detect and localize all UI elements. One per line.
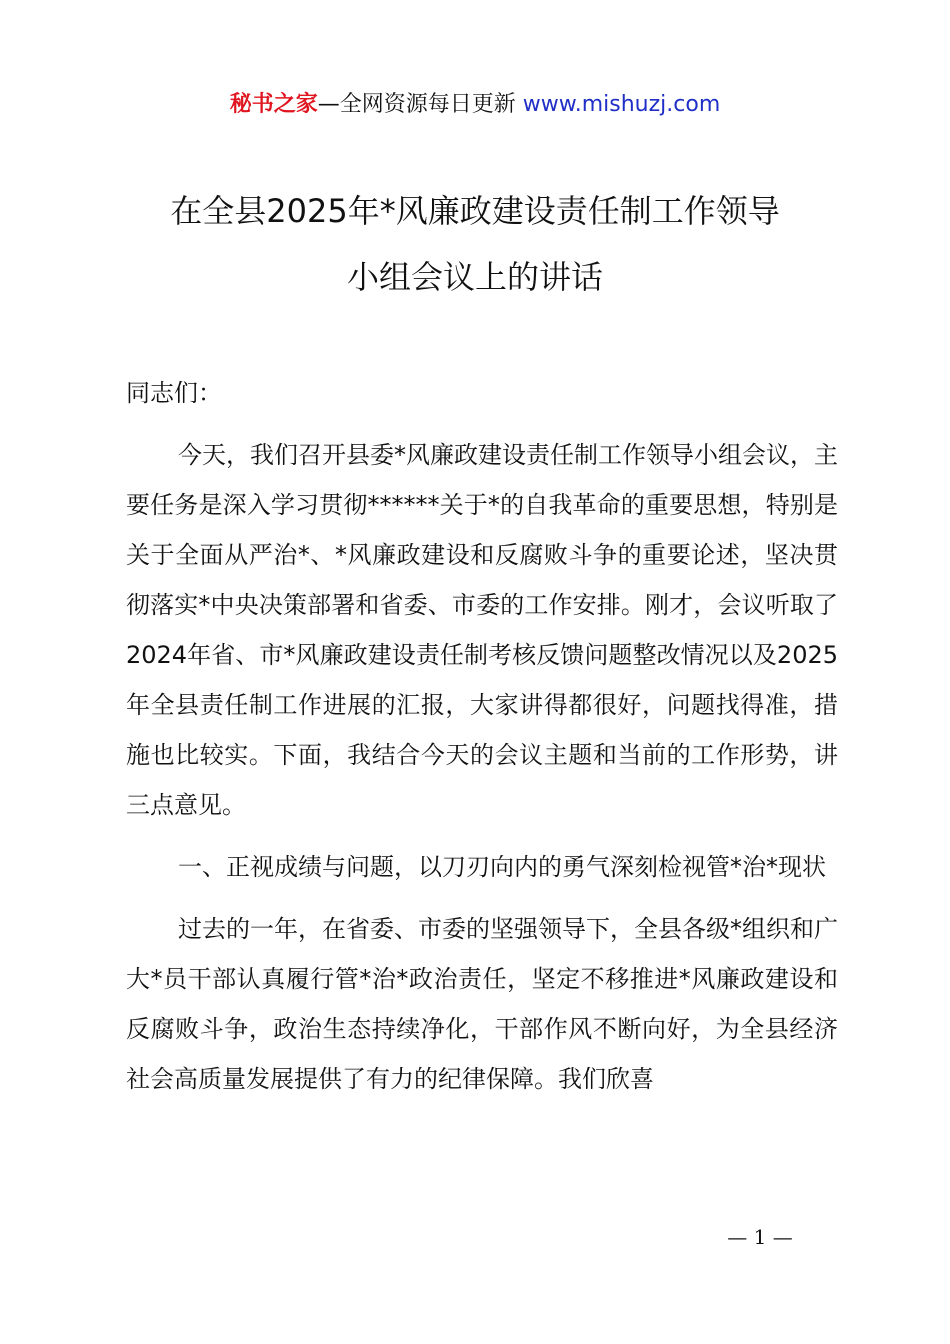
title-line-1: 在全县2025年*风廉政建设责任制工作领导	[170, 192, 780, 230]
title-line-2: 小组会议上的讲话	[346, 258, 603, 296]
paragraph-2: 过去的一年，在省委、市委的坚强领导下，全县各级*组织和广大*员干部认真履行管*治*政治责任，坚定不移推进*风廉政建设和反腐败斗争，政治生态持续净化，干部作风不断向好，为全县经济社会高质量发展提供了有力的纪律保障。我们欣喜	[126, 915, 838, 1093]
paragraph-1: 今天，我们召开县委*风廉政建设责任制工作领导小组会议，主要任务是深入学习贯彻******关于*的自我革命的重要思想，特别是关于全面从严治*、*风廉政建设和反腐败斗争的重要论述，坚决贯彻落实*中央决策部署和省委、市委的工作安排。刚才，会议听取了2024年省、市*风廉政建设责任制考核反馈问题整改情况以及2025年全县责任制工作进展的汇报，大家讲得都很好，问题找得准，措施也比较实。下面，我结合今天的会议主题和当前的工作形势，讲三点意见。	[126, 441, 838, 819]
site-tagline: 全网资源每日更新	[339, 92, 516, 117]
salutation: 同志们：	[126, 379, 222, 407]
document-body	[126, 368, 838, 1116]
site-name: 秘书之家	[229, 92, 318, 117]
document-title	[100, 178, 850, 310]
header-dash: —	[317, 92, 340, 117]
page-number: — 1 —	[727, 1225, 793, 1249]
site-url-link[interactable]: www.mishuzj.com	[522, 92, 721, 117]
site-header	[0, 88, 950, 122]
section-heading-1: 一、正视成绩与问题，以刀刃向内的勇气深刻检视管*治*现状	[178, 853, 826, 881]
